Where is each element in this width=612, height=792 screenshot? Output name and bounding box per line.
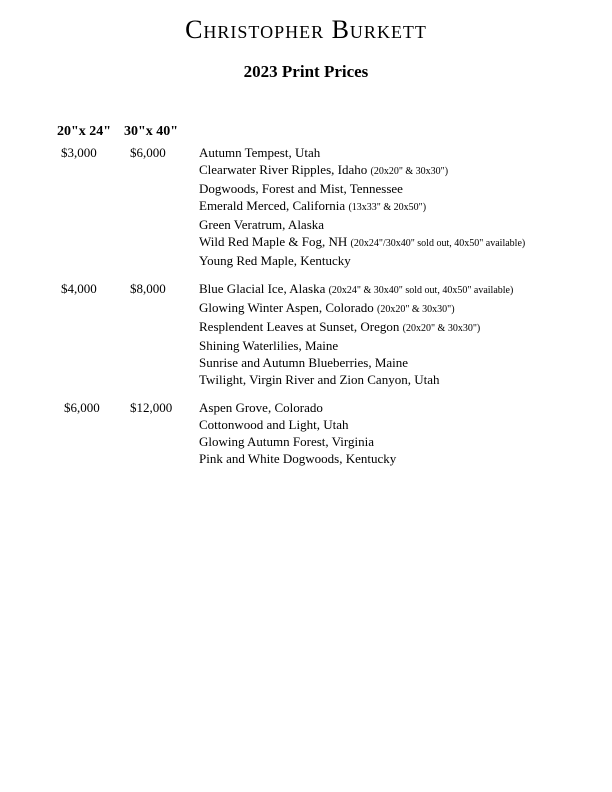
print-title: Blue Glacial Ice, Alaska [199, 281, 326, 296]
print-list [199, 399, 396, 467]
print-item [199, 371, 513, 388]
print-item [199, 450, 396, 467]
print-item [199, 299, 513, 318]
print-size-note: (13x33" & 20x50") [348, 202, 427, 213]
print-title: Young Red Maple, Kentucky [199, 253, 351, 268]
print-size-note: (20x24"/30x40" sold out, 40x50" available) [350, 238, 526, 249]
print-list [199, 144, 525, 269]
print-item [199, 280, 513, 299]
print-item [199, 144, 525, 161]
column-header-small-size: 20"x 24" [57, 124, 112, 139]
print-list [199, 280, 513, 388]
print-item [199, 252, 525, 269]
print-title: Wild Red Maple & Fog, NH [199, 234, 348, 249]
column-header-large-size: 30"x 40" [124, 124, 179, 139]
large-price: $8,000 [130, 281, 166, 296]
print-item [199, 233, 525, 252]
print-title: Pink and White Dogwoods, Kentucky [199, 451, 397, 466]
page-title: Christopher Burkett [185, 15, 427, 44]
print-size-note: (20x20" & 30x30") [402, 323, 481, 334]
print-item [199, 216, 525, 233]
print-item [199, 416, 396, 433]
print-item [199, 318, 513, 337]
print-title: Glowing Autumn Forest, Virginia [199, 434, 374, 449]
page-subtitle: 2023 Print Prices [243, 62, 369, 81]
print-item [199, 337, 513, 354]
print-size-note: (20x24" & 30x40" sold out, 40x50" available) [328, 285, 514, 296]
small-price: $4,000 [61, 281, 97, 296]
small-price: $6,000 [64, 400, 100, 415]
print-size-note: (20x20" & 30x30") [376, 304, 455, 315]
print-title: Clearwater River Ripples, Idaho [199, 162, 368, 177]
print-title: Emerald Merced, California [199, 198, 346, 213]
print-item [199, 197, 525, 216]
print-item [199, 161, 525, 180]
print-item [199, 433, 396, 450]
print-title: Cottonwood and Light, Utah [199, 417, 349, 432]
print-title: Shining Waterlilies, Maine [199, 338, 339, 353]
large-price: $6,000 [130, 145, 166, 160]
small-price: $3,000 [61, 145, 97, 160]
print-title: Green Veratrum, Alaska [199, 217, 325, 232]
print-item [199, 180, 525, 197]
print-item [199, 399, 396, 416]
print-title: Autumn Tempest, Utah [199, 145, 321, 160]
print-title: Twilight, Virgin River and Zion Canyon, Utah [199, 372, 440, 387]
print-size-note: (20x20" & 30x30") [370, 166, 449, 177]
print-item [199, 354, 513, 371]
print-title: Dogwoods, Forest and Mist, Tennessee [199, 181, 403, 196]
print-title: Resplendent Leaves at Sunset, Oregon [199, 319, 400, 334]
print-title: Sunrise and Autumn Blueberries, Maine [199, 355, 409, 370]
large-price: $12,000 [130, 400, 173, 415]
print-title: Aspen Grove, Colorado [199, 400, 323, 415]
print-title: Glowing Winter Aspen, Colorado [199, 300, 374, 315]
